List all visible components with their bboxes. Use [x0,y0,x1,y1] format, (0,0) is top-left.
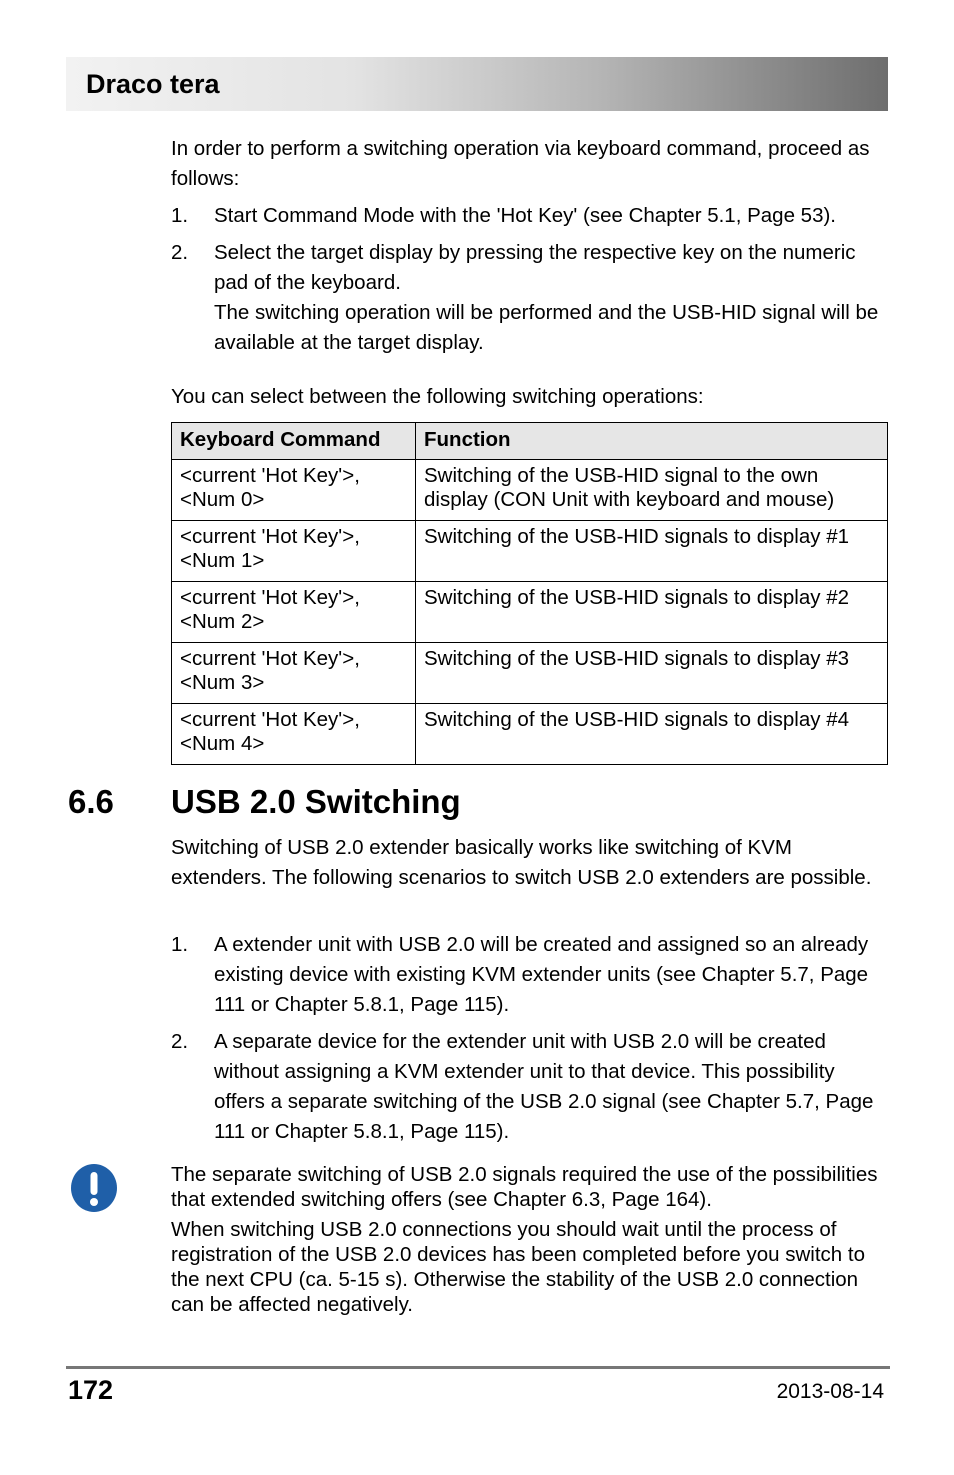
keyboard-command-table [171,422,888,765]
list-number: 1. [171,204,189,227]
list-item [171,930,887,1020]
exclamation-icon [70,1163,118,1213]
list-result: The switching operation will be performed and the USB-HID signal will be available at the target display. [214,301,879,354]
table-row [172,460,888,521]
select-paragraph: You can select between the following switching operations: [171,385,704,408]
list-number: 2. [171,1030,189,1053]
note-paragraph: The separate switching of USB 2.0 signals required the use of the possibilities that extended switching offers (see Chapter 6.3, Page 164). [171,1163,878,1211]
section-number: 6.6 [68,783,114,820]
list-text: Select the target display by pressing the respective key on the numeric pad of the keyboard. [214,241,856,294]
document-title: Draco tera [86,69,220,99]
intro-paragraph: In order to perform a switching operation via keyboard command, proceed as follows: [171,137,870,190]
command-key: <Num 0> [180,488,265,511]
note-paragraph: When switching USB 2.0 connections you should wait until the process of registration of the USB 2.0 devices has been completed before you switch to the next CPU (ca. 5-15 s). Otherwise the stability of the USB 2.0 connection can be affected negatively. [171,1218,865,1316]
command-key: <Num 4> [180,732,265,755]
function-cell: Switching of the USB-HID signals to display #3 [416,643,888,704]
footer-divider [66,1366,890,1369]
command-line: <current 'Hot Key'>, [180,525,360,548]
page-number: 172 [68,1375,114,1405]
command-line: <current 'Hot Key'>, [180,586,360,609]
list-text: Start Command Mode with the 'Hot Key' (see Chapter 5.1, Page 53). [214,204,836,227]
command-cell [172,643,416,704]
table-row [172,521,888,582]
section-intro-paragraph: Switching of USB 2.0 extender basically works like switching of KVM extenders. The following scenarios to switch USB 2.0 extenders are possible. [171,836,872,889]
command-line: <current 'Hot Key'>, [180,647,360,670]
function-cell: Switching of the USB-HID signals to display #4 [416,704,888,765]
command-key: <Num 3> [180,671,265,694]
table-header-row [172,423,888,460]
column-header-command: Keyboard Command [172,423,416,460]
section-title: USB 2.0 Switching [171,783,461,820]
footer-date: 2013-08-14 [776,1380,884,1403]
command-line: <current 'Hot Key'>, [180,464,360,487]
command-cell [172,521,416,582]
list-text: A extender unit with USB 2.0 will be created and assigned so an already existing device with existing KVM extender units (see Chapter 5.7, Page 111 or Chapter 5.8.1, Page 115). [214,933,869,1016]
table-row [172,643,888,704]
list-number: 1. [171,933,189,956]
list-item [171,1027,887,1147]
list-number: 2. [171,241,189,264]
command-line: <current 'Hot Key'>, [180,708,360,731]
function-cell: Switching of the USB-HID signal to the own display (CON Unit with keyboard and mouse) [416,460,888,521]
list-item [171,238,887,358]
column-header-function: Function [416,423,888,460]
command-cell [172,704,416,765]
header-bar [66,57,888,111]
command-cell [172,582,416,643]
list-text: A separate device for the extender unit with USB 2.0 will be created without assigning a KVM extender unit to that device. This possibility offers a separate switching of the USB 2.0 signal (see Chapter 5.7, Page 111 or Chapter 5.8.1, Page 115). [214,1030,874,1143]
command-key: <Num 1> [180,549,265,572]
command-key: <Num 2> [180,610,265,633]
list-item [171,201,887,231]
function-cell: Switching of the USB-HID signals to display #1 [416,521,888,582]
command-cell [172,460,416,521]
table-row [172,704,888,765]
function-cell: Switching of the USB-HID signals to display #2 [416,582,888,643]
table-row [172,582,888,643]
